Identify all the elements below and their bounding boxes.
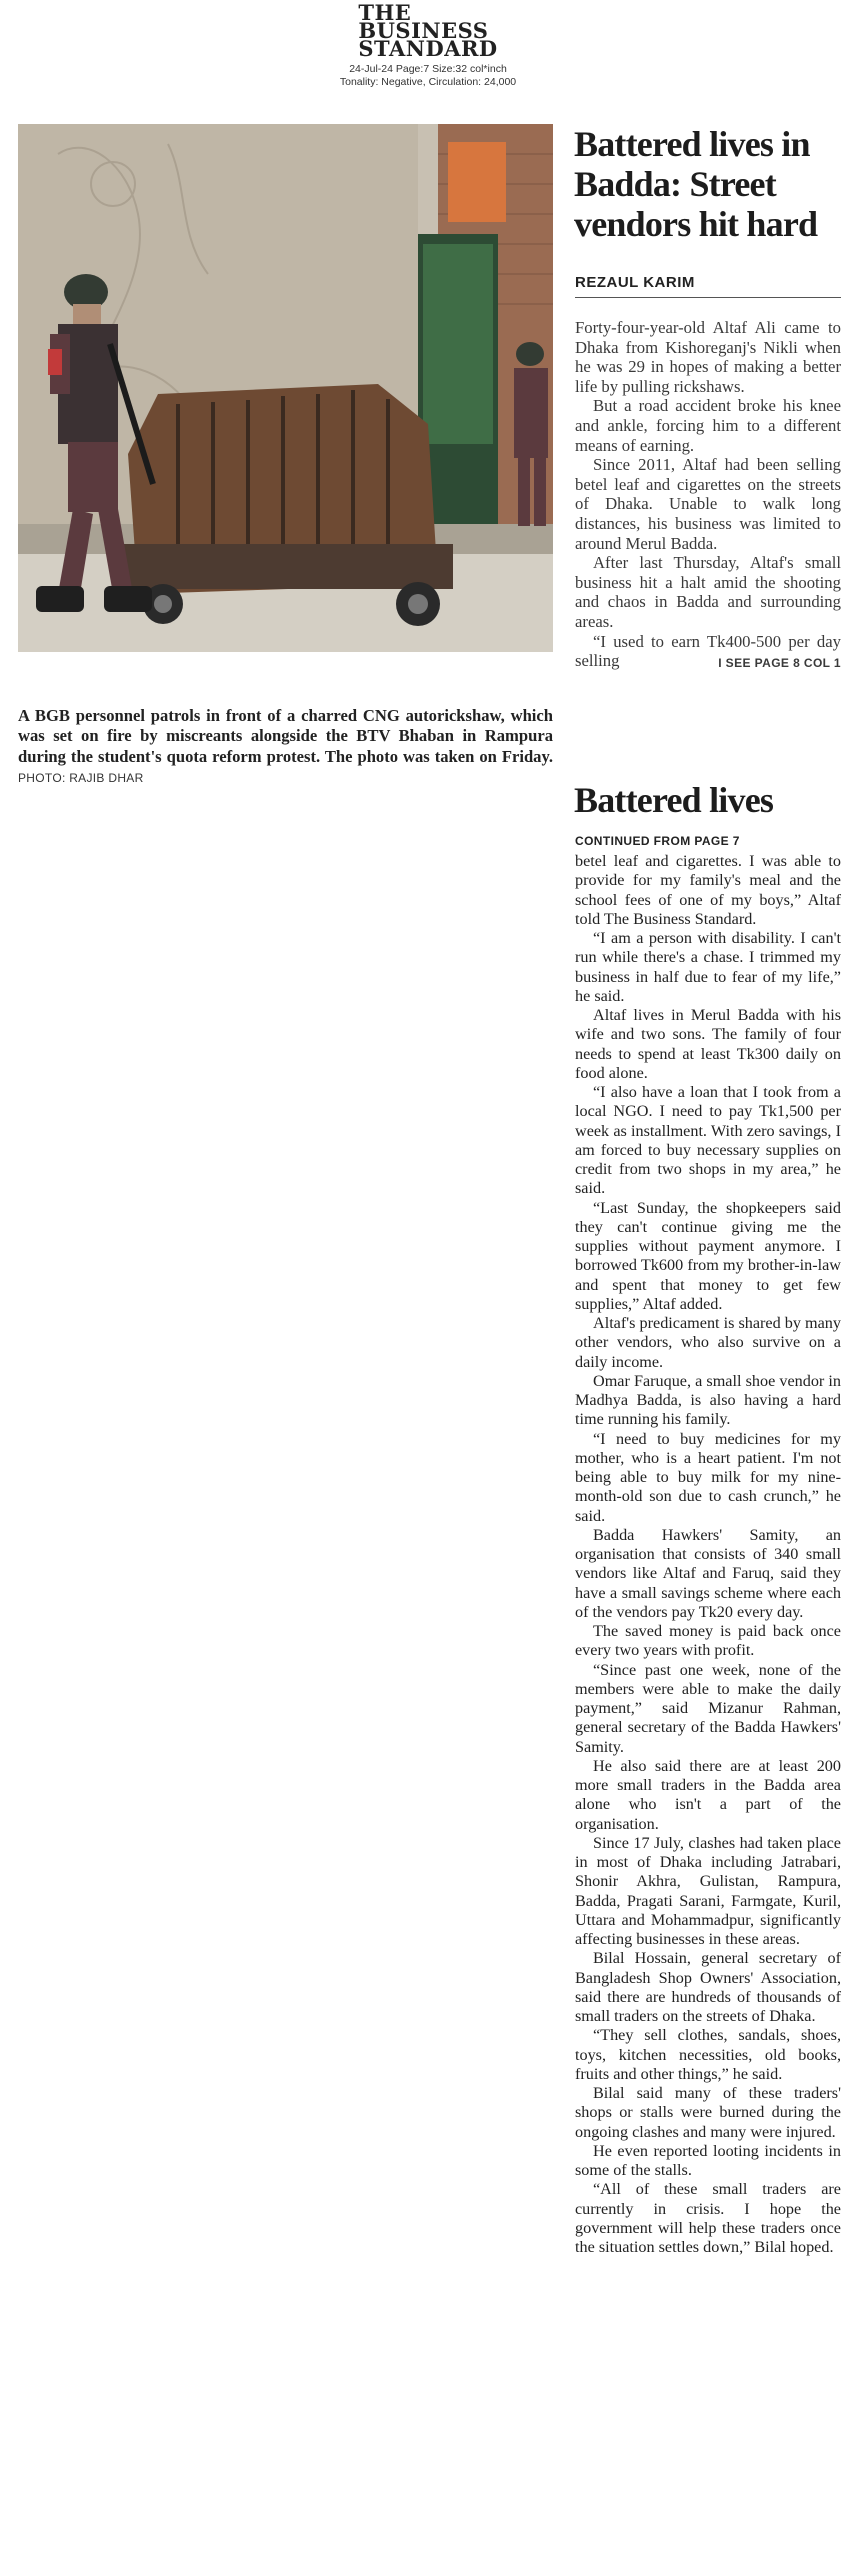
continuation-paragraph: “I also have a loan that I took from a local NGO. I need to pay Tk1,500 per week as installment. With zero savings, I am forced to buy necessary supplies on credit from two shops in my area,” he said.: [575, 1083, 841, 1198]
continuation-paragraph: Badda Hawkers' Samity, an organisation that consists of 340 small vendors like Altaf and Faruq, said they have a small savings scheme where each of the vendors pay Tk20 every day.: [575, 1525, 841, 1621]
article-paragraph: Forty-four-year-old Altaf Ali came to Dhaka from Kishoreganj's Nikli when he was 29 in hopes of making a better life by pulling rickshaws.: [575, 318, 841, 396]
masthead: [0, 0, 856, 89]
continuation-paragraph: “All of these small traders are currently in crisis. I hope the government will help these traders once the situation settles down,” Bilal hoped.: [575, 2180, 841, 2256]
see-page-jump: I SEE PAGE 8 COL 1: [718, 656, 841, 671]
article-paragraph: Since 2011, Altaf had been selling betel leaf and cigarettes on the streets of Dhaka. Unable to walk long distances, his business was limited to around Merul Badda.: [575, 455, 841, 553]
caption-text: A BGB personnel patrols in front of a charred CNG autorickshaw, which was set on fire by miscreants alongside the BTV Bhaban in Rampura during the student's quota reform protest. The photo was taken on Friday.: [18, 706, 553, 766]
article-byline: REZAUL KARIM: [575, 274, 841, 298]
continuation-paragraph: “Since past one week, none of the members were able to make the daily payment,” said Mizanur Rahman, general secretary of the Badda Hawkers' Samity.: [575, 1660, 841, 1756]
photo-illustration: [18, 124, 553, 652]
continuation-paragraph: “I need to buy medicines for my mother, who is a heart patient. I'm not being able to buy milk for my nine-month-old son due to cash crunch,” he said.: [575, 1429, 841, 1525]
news-photo: [18, 124, 553, 652]
continued-from-label: CONTINUED FROM PAGE 7: [575, 834, 740, 848]
continuation-paragraph: “Last Sunday, the shopkeepers said they can't continue giving me the supplies without payment anymore. I borrowed Tk600 from my brother-in-law and spent that money to get few supplies,” Altaf added.: [575, 1198, 841, 1313]
article-headline: Battered lives in Badda: Street vendors hit hard: [574, 124, 818, 244]
meta-tonality: Tonality: Negative, Circulation: 24,000: [339, 76, 517, 88]
logo-line: STANDARD: [358, 36, 498, 61]
meta-date-size: 24-Jul-24 Page:7 Size:32 col*inch: [349, 63, 507, 75]
continuation-paragraph: betel leaf and cigarettes. I was able to provide for my family's meal and the school fees of one of my boys,” Altaf told The Business Standard.: [575, 852, 841, 928]
clipping-meta: [0, 63, 856, 89]
publication-logo: [358, 0, 498, 61]
continuation-paragraph: Altaf's predicament is shared by many other vendors, who also survive on a daily income.: [575, 1314, 841, 1371]
article-body: [575, 318, 841, 674]
logo-line: BUSINESS: [358, 18, 489, 43]
continuation-paragraph: Omar Faruque, a small shoe vendor in Madhya Badda, is also having a hard time running his family.: [575, 1371, 841, 1429]
continuation-paragraph: The saved money is paid back once every two years with profit.: [575, 1622, 841, 1660]
continuation-paragraph: Altaf lives in Merul Badda with his wife and two sons. The family of four needs to spend at least Tk300 daily on food alone.: [575, 1006, 841, 1082]
logo-line: THE: [358, 0, 412, 25]
continuation-paragraph: “I am a person with disability. I can't run while there's a chase. I trimmed my business in half due to fear of my life,” he said.: [575, 929, 841, 1005]
article-paragraph: “I used to earn Tk400-500 per day selling: [575, 631, 841, 671]
article-paragraph-jump: [575, 632, 841, 671]
article-paragraph: But a road accident broke his knee and ankle, forcing him to a different means of earning.: [575, 396, 841, 455]
continuation-paragraph: Since 17 July, clashes had taken place in most of Dhaka including Jatrabari, Shonir Akhra, Gulistan, Rampura, Badda, Pragati Sarani, Farmgate, Kuril, Uttara and Mohammadpur, significantly affecting businesses in these areas.: [575, 1833, 841, 1948]
continuation-paragraph: He also said there are at least 200 more small traders in the Badda area alone who isn't a part of the organisation.: [575, 1756, 841, 1833]
continuation-headline: Battered lives: [574, 780, 774, 820]
continuation-paragraph: He even reported looting incidents in some of the stalls.: [575, 2141, 841, 2179]
continuation-paragraph: Bilal said many of these traders' shops or stalls were burned during the ongoing clashes and many were injured.: [575, 2084, 841, 2141]
article-paragraph: After last Thursday, Altaf's small business hit a halt amid the shooting and chaos in Badda and surrounding areas.: [575, 553, 841, 631]
continuation-paragraph: Bilal Hossain, general secretary of Bangladesh Shop Owners' Association, said there are hundreds of thousands of small traders on the streets of Dhaka.: [575, 1949, 841, 2025]
continuation-body: [575, 852, 841, 2257]
continuation-paragraph: “They sell clothes, sandals, shoes, toys, kitchen necessities, old books, fruits and other things,” he said.: [575, 2026, 841, 2083]
photo-credit: PHOTO: RAJIB DHAR: [18, 771, 144, 786]
photo-caption: [18, 706, 553, 789]
